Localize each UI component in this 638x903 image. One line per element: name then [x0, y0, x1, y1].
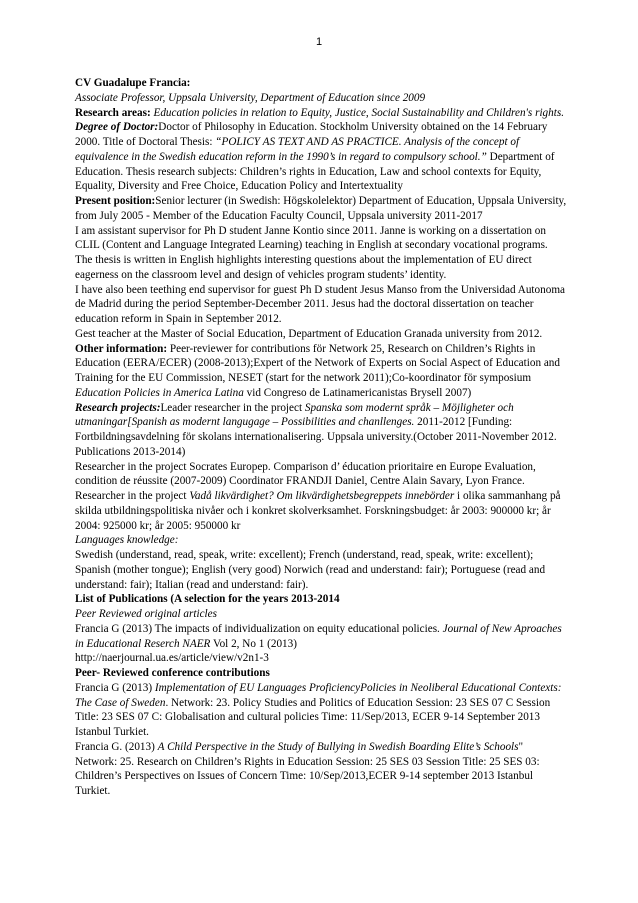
conference-entry-1: [75, 681, 567, 740]
present-position-text: Senior lecturer (in Swedish: Högskolelektor) Department of Education, Uppsala University, from July 2005 - Member of the Education Faculty Council, Uppsala university 2011-2017: [75, 195, 567, 222]
research-projects-text: Leader researcher in the project: [160, 401, 305, 414]
conference-entry-2: [75, 740, 567, 799]
other-information-paragraph: [75, 342, 567, 401]
present-position-label: Present position:: [75, 195, 156, 207]
conference-1-author: Francia G (2013): [75, 681, 155, 694]
page-number: 1: [315, 36, 323, 48]
conference-contributions-label: Peer- Reviewed conference contributions: [75, 667, 270, 679]
conference-2-title: A Child Perspective in the Study of Bullying in Swedish Boarding Elite’s Schools: [157, 740, 519, 753]
research-projects-label: Research projects:: [75, 401, 161, 414]
degree-paragraph: [75, 120, 567, 194]
affiliation-line: Associate Professor, Uppsala University, Department of Education since 2009: [75, 91, 426, 104]
research-areas-label: Research areas:: [75, 106, 151, 119]
conference-2-author: Francia G. (2013): [75, 740, 158, 753]
thesis-subjects: Department of Education. Thesis research subjects: Children’s rights in Education, Law and school contexts for Equity, Equality, Diversity and Free Choice, Education Policy and Intertextuality: [75, 150, 555, 193]
degree-label: Degree of Doctor:: [75, 121, 159, 134]
other-information-text: Peer-reviewer for contributions för Network 25, Research on Children’s Rights in Education (EERA/ECER) (2008-2013);Expert of the Network of Experts on Social Aspect of Education and Training for the EU Commission, NESET (start for the network 2011);Co-koordinator för symposium: [75, 342, 560, 384]
other-information-label: Other information:: [75, 342, 168, 355]
article-entry: [75, 622, 567, 652]
vada-project-details: i olika sammanhang på skilda utbildningspolitiska nivåer och i konkret skolverksamhet. Forskningsbudget: år 2003: 900000 kr; år 2004: 925000 kr; år 2005: 950000 kr: [75, 490, 561, 532]
languages-label: Languages knowledge:: [75, 534, 179, 547]
degree-text: Doctor of Philosophy in Education. Stockholm University obtained on the 14 February 2000. Title of Doctoral Thesis:: [75, 121, 548, 148]
article-url[interactable]: http://naerjournal.ua.es/article/view/v2n1-3: [75, 652, 269, 665]
peer-reviewed-articles-label: Peer Reviewed original articles: [75, 608, 217, 620]
spanish-project-details: 2011-2012 [Funding: Fortbildningsavdelning för skolans internationalisering. Uppsala university.(October 2011-November 2012. Publications 2013-2014): [75, 416, 557, 458]
conference-1-title: Implementation of EU Languages ProficiencyPolicies in Neoliberal Educational Contexts: The Case of Sweden: [75, 681, 562, 709]
vada-project-text: Researcher in the project: [75, 490, 190, 502]
article-journal: Journal of New Aproaches in Educational Reserch NAER: [75, 622, 562, 650]
research-projects-paragraph: [75, 401, 567, 460]
guest-teacher-paragraph: Gest teacher at the Master of Social Education, Department of Education Granada university from 2012.: [75, 327, 543, 340]
cv-content: [75, 76, 567, 799]
spanish-project-title: Spanska som modernt språk – Möjligheter och utmaningar[Spanish as modernt langugage – Possibilities and chanllenges.: [75, 401, 514, 429]
present-position-paragraph: [75, 194, 567, 224]
socrates-project-paragraph: Researcher in the project Socrates Europep. Comparison d’ éducation prioritaire en Europe Evaluation, condition de réussite (2007-2009) Coordinator FRANDJI Daniel, Centre Alain Savary, Lyon France.: [75, 460, 536, 488]
cv-title: CV Guadalupe Francia:: [75, 77, 191, 89]
languages-paragraph: Swedish (understand, read, speak, write: excellent); French (understand, read, speak, write: excellent); Spanish (mother tongue); English (very good) Norwich (read and understand: fair); Portuguese (read and understand: fair); Italian (read and understand: fair).: [75, 549, 546, 591]
thesis-title: “POLICY AS TEXT AND AS PRACTICE. Analysis of the concept of equivalence in the Swedish education reform in the 1990’s in regard to compulsory school.”: [75, 136, 520, 163]
research-areas-text: Education policies in relation to Equity, Justice, Social Sustainability and Children's rights.: [150, 106, 564, 119]
article-text: Francia G (2013) The impacts of individualization on equity educational policies.: [75, 622, 443, 635]
vada-project-paragraph: [75, 489, 567, 533]
other-information-text-end: vid Congreso de Latinamericanistas Brysell 2007): [243, 386, 472, 399]
vada-project-title: Vadå likvärdighet? Om likvärdighetsbegreppets innebörder: [189, 490, 455, 502]
conference-1-details: . Network: 23. Policy Studies and Politics of Education Session: 23 SES 07 C Session Title: 23 SES 07 C: Globalisation and cultural policies Time: 11/Sep/2013, ECER 9-14 September 2013 Istanbul Turkiet.: [75, 696, 551, 738]
supervisor-manso-paragraph: I have also been teething end supervisor for guest Ph D student Jesus Manso from the Universidad Autonoma de Madrid during the period September-December 2011. Jesus had the doctoral dissertation on teacher education reform in Spain in September 2012.: [75, 283, 565, 325]
symposium-title: Education Policies in America Latina: [75, 386, 244, 399]
research-areas-paragraph: [75, 106, 567, 121]
supervisor-kontio-paragraph: I am assistant supervisor for Ph D student Janne Kontio since 2011. Janne is working on a dissertation on CLIL (Content and Language Integrated Learning) teaching in English at secondary vocational programs. The thesis is written in English highlights interesting questions about the implementation of EU direct eagerness on the classroom level and design of vehicles program students’ identity.: [75, 224, 548, 281]
article-volume: Vol 2, No 1 (2013): [210, 637, 297, 650]
publications-heading: List of Publications (A selection for the years 2013-2014: [75, 593, 340, 606]
conference-2-details: " Network: 25. Research on Children’s Rights in Education Session: 25 SES 03 Session Title: 25 SES 03: Children’s Perspectives on Issues of Concern Time: 10/Sep/2013,ECER 9-14 september 2013 Istanbul Turkiet.: [75, 740, 540, 797]
